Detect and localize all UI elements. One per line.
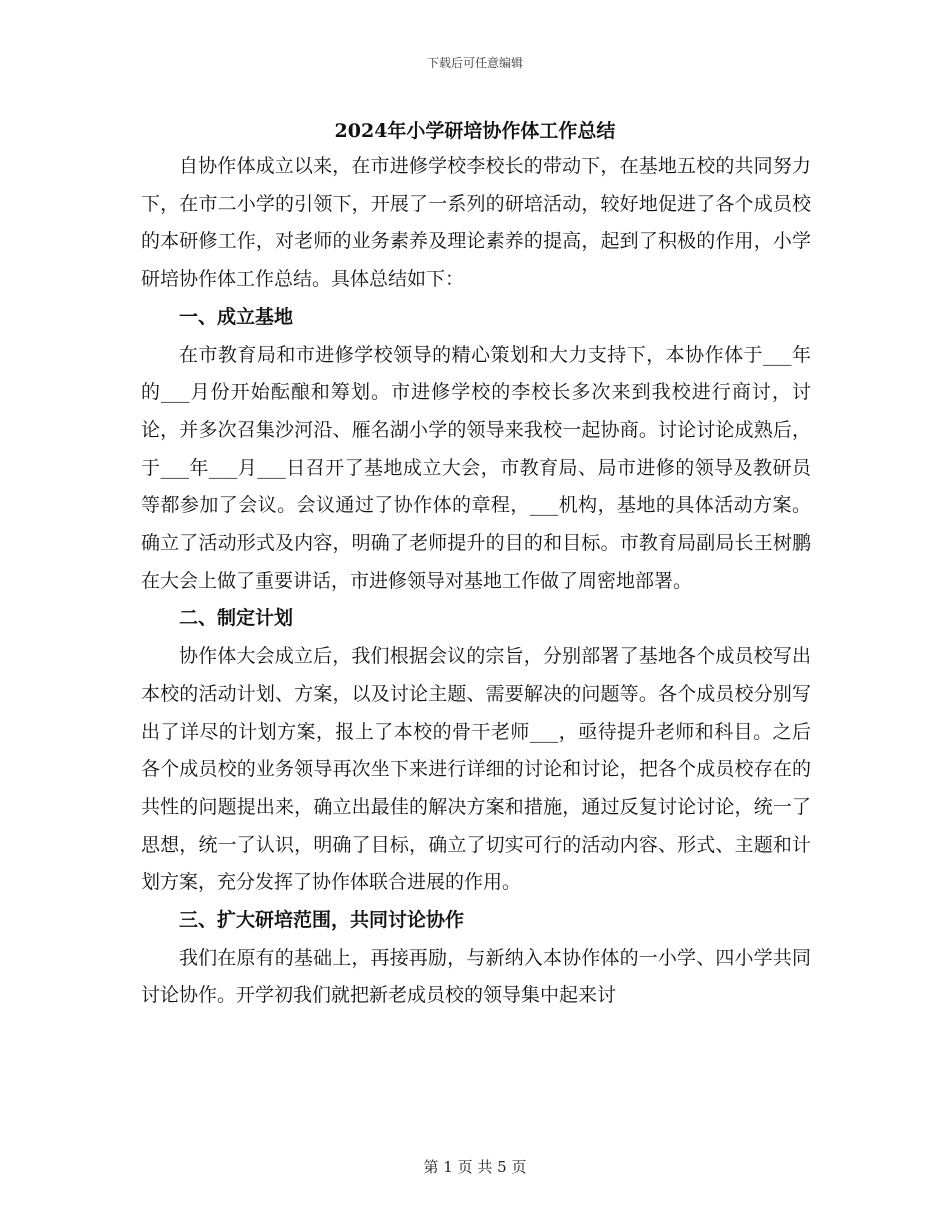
document-title: 2024年小学研培协作体工作总结 bbox=[334, 120, 616, 142]
header-note: 下载后可任意编辑 bbox=[426, 56, 523, 70]
document-body bbox=[141, 148, 811, 1015]
section-paragraph-2: 协作体大会成立后，我们根据会议的宗旨，分别部署了基地各个成员校写出本校的活动计划、方案，以及讨论主题、需要解决的问题等。各个成员校分别写出了详尽的计划方案，报上了本校的骨干老师___，亟待提升老师和科目。之后各个成员校的业务领导再次坐下来进行详细的讨论和讨论，把各个成员校存在的共性的问题提出来，确立出最佳的解决方案和措施，通过反复讨论讨论，统一了思想，统一了认识，明确了目标，确立了切实可行的活动内容、形式、主题和计划方案，充分发挥了协作体联合进展的作用。 bbox=[141, 645, 811, 894]
section-heading-1: 一、成立基地 bbox=[179, 305, 294, 328]
section-heading-3: 三、扩大研培范围，共同讨论协作 bbox=[179, 909, 465, 932]
section-heading-2: 二、制定计划 bbox=[179, 607, 294, 630]
section-paragraph-1: 在市教育局和市进修学校领导的精心策划和大力支持下，本协作体于___年的___月份开始酝酿和筹划。市进修学校的李校长多次来到我校进行商讨，讨论，并多次召集沙河沿、雁名湖小学的领导来我校一起协商。讨论讨论成熟后，于___年___月___日召开了基地成立大会，市教育局、局市进修的领导及教研员等都参加了会议。会议通过了协作体的章程，___机构，基地的具体活动方案。确立了活动形式及内容，明确了老师提升的目的和目标。市教育局副局长王树鹏在大会上做了重要讲话，市进修领导对基地工作做了周密地部署。 bbox=[141, 343, 811, 592]
page-number: 第 1 页 共 5 页 bbox=[423, 1158, 527, 1176]
section-paragraph-3: 我们在原有的基础上，再接再励，与新纳入本协作体的一小学、四小学共同讨论协作。开学初我们就把新老成员校的领导集中起来讨 bbox=[141, 946, 811, 1007]
intro-paragraph: 自协作体成立以来，在市进修学校李校长的带动下，在基地五校的共同努力下，在市二小学的引领下，开展了一系列的研培活动，较好地促进了各个成员校的本研修工作，对老师的业务素养及理论素养的提高，起到了积极的作用，小学研培协作体工作总结。具体总结如下： bbox=[141, 155, 811, 291]
